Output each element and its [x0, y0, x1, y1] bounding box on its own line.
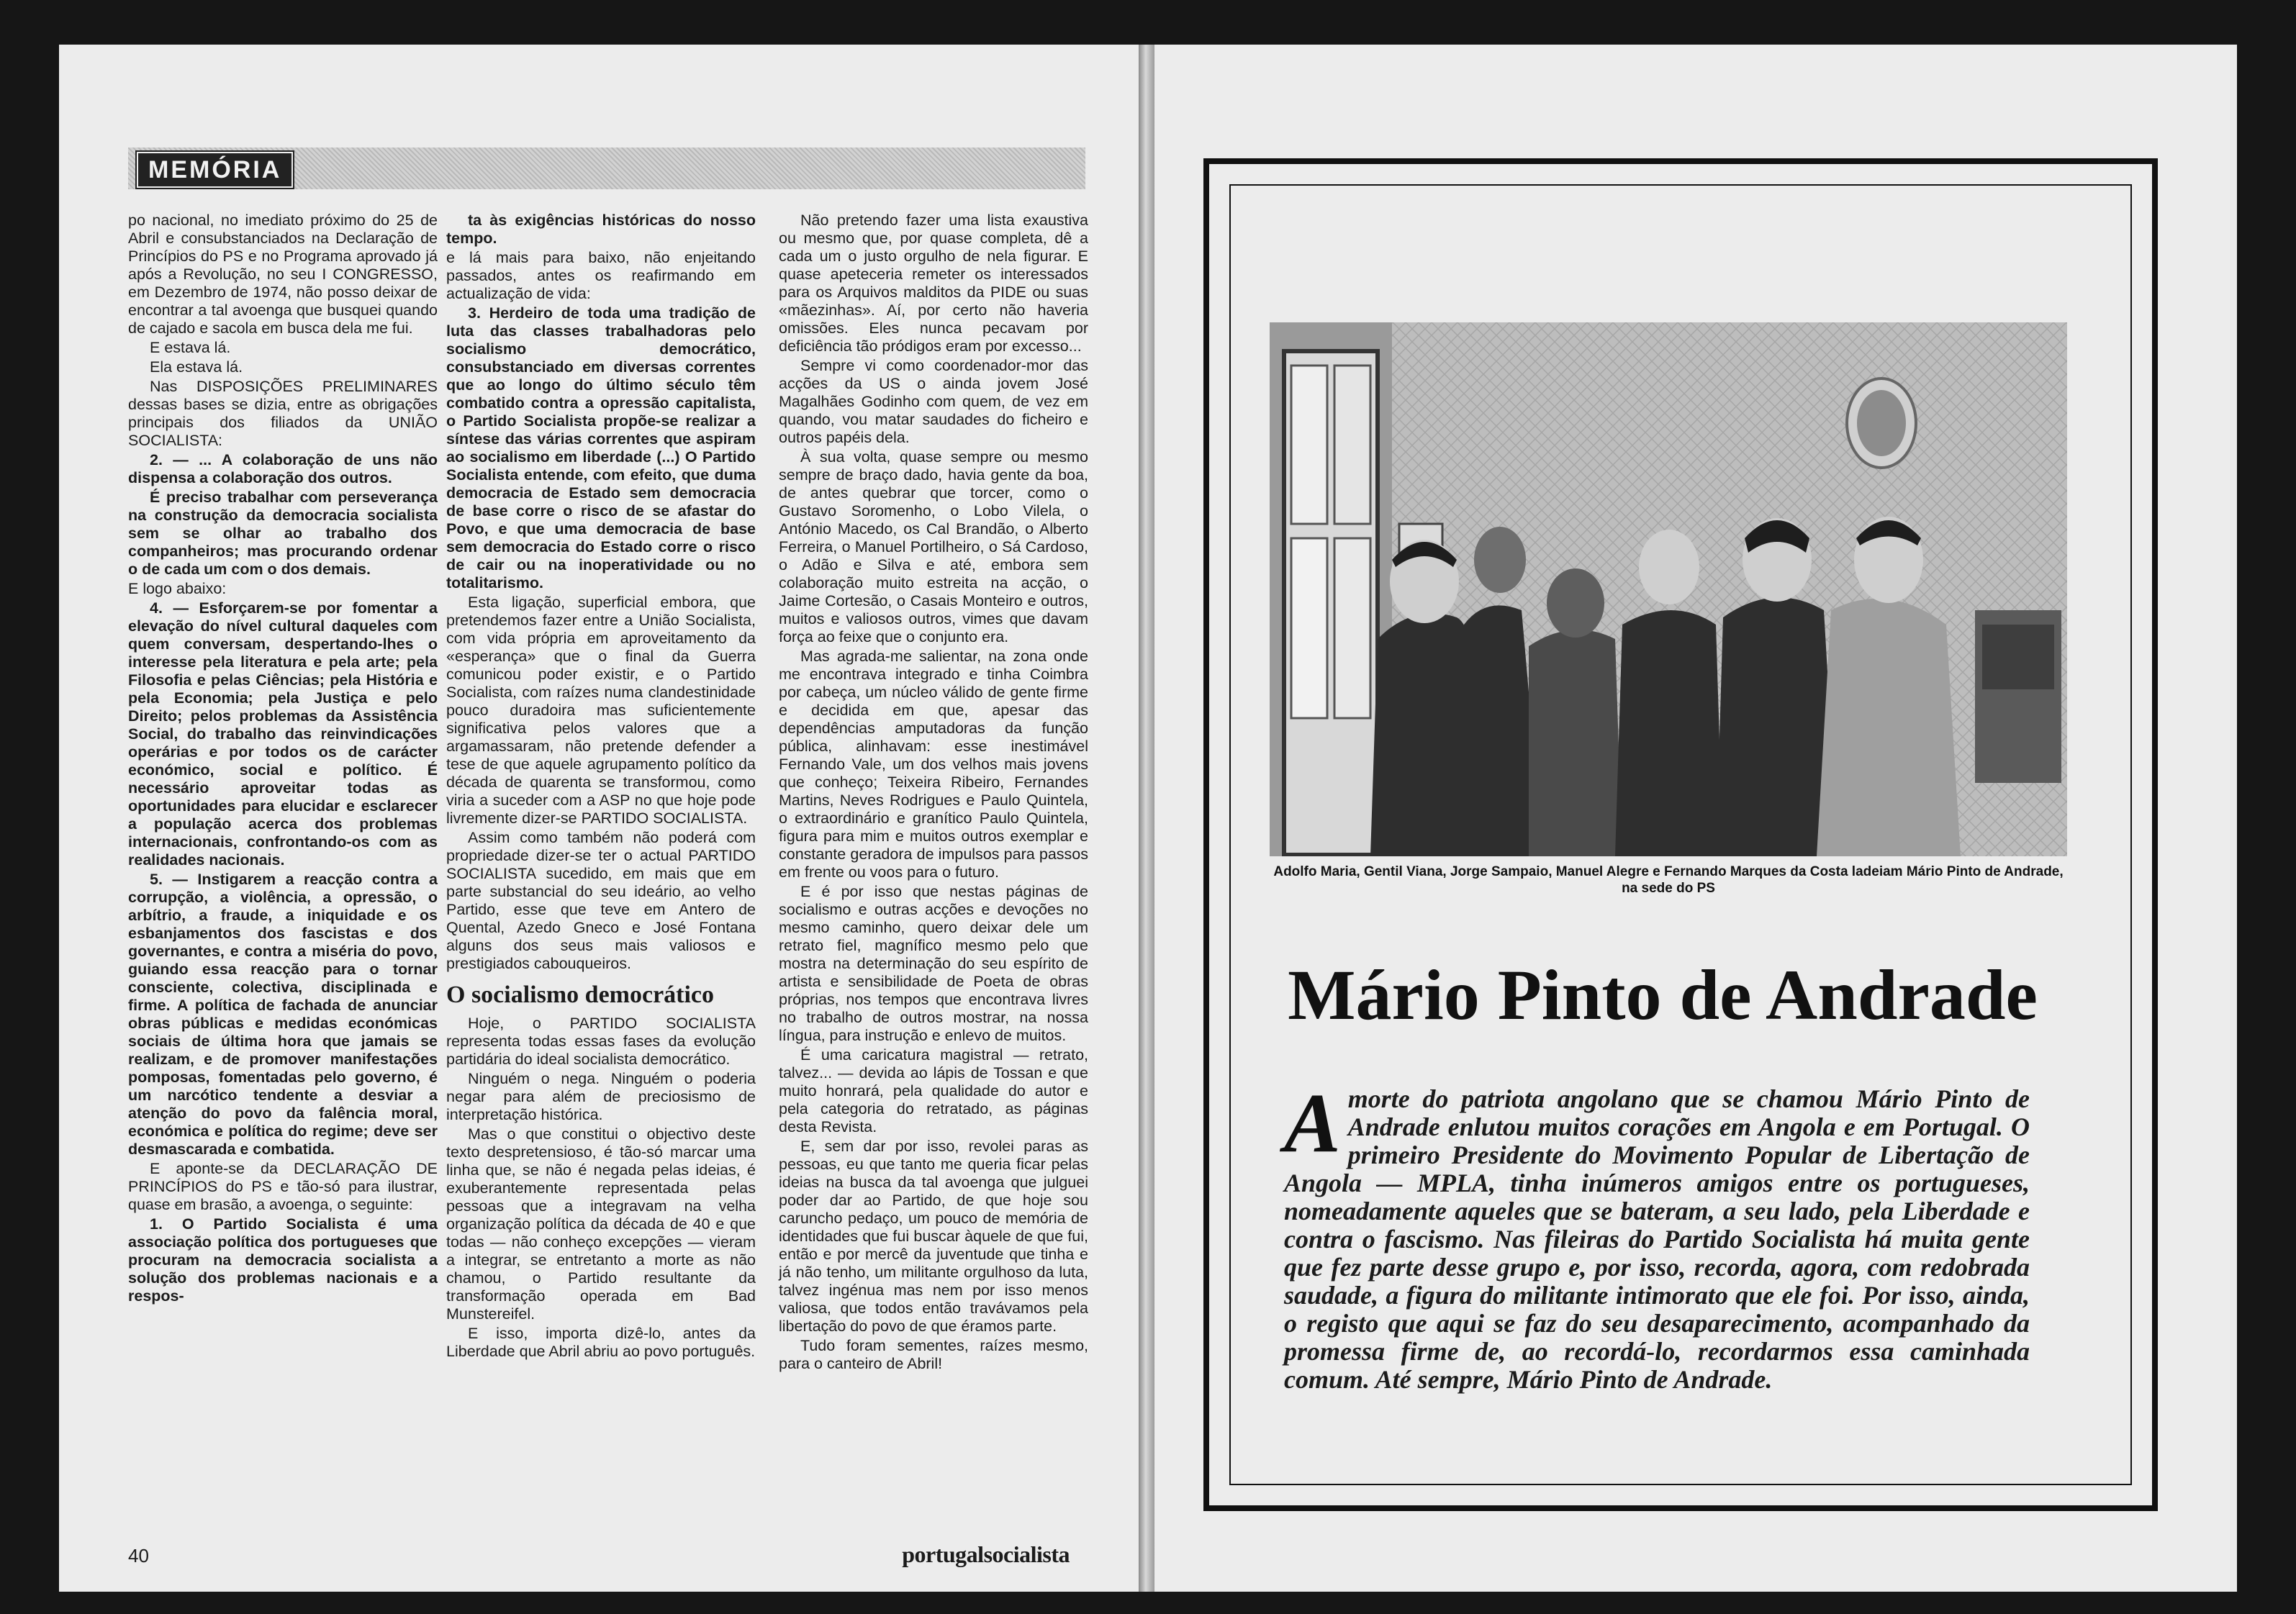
paragraph: 1. O Partido Socialista é uma associação política dos portugueses que procuram na democracia socialista a solução dos problemas nacionais e a respos-: [128, 1215, 438, 1305]
intro-text: morte do patriota angolano que se chamou Mário Pinto de Andrade enlutou muitos corações em Angola e em Portugal. O primeiro Presidente do Movimento Popular de Libertação de Angola — MPLA, tinha inúmeros amigos entre os portugueses, nomeadamente aqueles que se bateram, a seu lado, pela Liberdade e contra o fascismo. Nas fileiras do Partido Socialista há muita gente que fez parte desse grupo e, por isso, recorda, agora, com redobrada saudade, a figura do militante intimorato que ele foi. Por isso, ainda, o registo que aqui se faz do seu desaparecimento, acompanhado da promessa firme de, ao recordá-lo, recordarmos essa caminhada comum. Até sempre, Mário Pinto de Andrade.: [1284, 1084, 2030, 1394]
paragraph: E é por isso que nestas páginas de socialismo e outras acções e devoções no mesmo caminho, quero deixar dele um retrato fiel, magnífico mesmo pelo que mostra na determinação do seu espírito de artista e sensibilidade de Poeta de obras próprias, nos tempos que encontrava livres no trabalho de outros mostrar, na nossa língua, para instrução e enlevo de muitos.: [779, 883, 1088, 1044]
group-photo: [1270, 322, 2067, 856]
paragraph: Nas DISPOSIÇÕES PRELIMINARES dessas bases se dizia, entre as obrigações principais dos filiados da UNIÃO SOCIALISTA:: [128, 378, 438, 449]
paragraph: 3. Herdeiro de toda uma tradição de luta das classes trabalhadoras pelo socialismo democrático, consubstanciado em diversas correntes que ao longo do último século têm combatido contra a opressão capitalista, o Partido Socialista propõe-se realizar a síntese das várias correntes que aspiram ao socialismo em liberdade (...) O Partido Socialista entende, com efeito, que duma democracia de Estado sem democracia de base corre o risco de se afastar do Povo, e que uma democracia de base sem democracia do Estado corre o risco de cair ou na inoperatividade ou no totalitarismo.: [446, 304, 756, 591]
article-title: Mário Pinto de Andrade: [1288, 955, 2038, 1035]
paragraph: E logo abaixo:: [128, 580, 227, 597]
paragraph: Tudo foram sementes, raízes mesmo, para o canteiro de Abril!: [779, 1337, 1088, 1372]
paragraph: À sua volta, quase sempre ou mesmo sempre de braço dado, havia gente da boa, de antes quebrar que torcer, como o Gustavo Soromenho, o Lobo Vilela, o António Macedo, os Cal Brandão, o Alberto Ferreira, o Manuel Portilheiro, o Sá Cardoso, o Adão e Silva e até, embora sem colaboração muito estreita na acção, o Jaime Cortesão, o Casais Monteiro e outros, muitos e valiosos outros, vimes que davam força ao feixe que o conjunto era.: [779, 448, 1088, 645]
paragraph: É uma caricatura magistral — retrato, talvez... — devida ao lápis de Tossan e que muito honrará, pela qualidade do autor e pela categoria do retratado, as páginas desta Revista.: [779, 1046, 1088, 1135]
article-subheading: O socialismo democrático: [446, 981, 715, 1008]
paragraph: E, sem dar por isso, revolei paras as pessoas, eu que tanto me queria ficar pelas ideias na busca da tal avoenga que julguei poder dar ao Partido, de que hoje sou caruncho pedaço, um pouco de memória de identidades que fui buscar àquele de que fui, então e por mercê da juventude que tinha e já não tenho, um militante orgulhoso da luta, talvez ingénua mas nem por isso menos valiosa, que todos então travávamos pela libertação do povo de que éramos parte.: [779, 1138, 1088, 1335]
paragraph: 4. — Esforçarem-se por fomentar a elevação do nível cultural daqueles com quem conversam, despertando-lhes o interesse pela literatura e pela arte; pela Filosofia e pelas Ciências; pela História e pela Economia; pela Justiça e pelo Direito; pelos problemas da Assistência Social, do trabalho das reinvindicações operárias e por todos os de carácter económico, social e político. É necessário aproveitar todas as oportunidades para elucidar e esclarecer a população acerca dos problemas internacionais, confrontando-os com as realidades nacionais.: [128, 599, 438, 869]
paragraph: ta às exigências históricas do nosso tempo.: [446, 212, 756, 247]
right-page: [1154, 45, 2237, 1592]
photo-caption: Adolfo Maria, Gentil Viana, Jorge Sampaio, Manuel Alegre e Fernando Marques da Costa ladeiam Mário Pinto de Andrade, na sede do PS: [1273, 864, 2064, 896]
paragraph: É preciso trabalhar com perseverança na construção da democracia socialista sem se olhar ao trabalho dos companheiros; mas procurando ordenar o de cada um com o dos demais.: [128, 489, 438, 578]
paragraph: Mas o que constitui o objectivo deste texto despretensioso, é tão-só marcar uma linha que, se não é negada pelas ideias, é exuberantemente representada pelas pessoas que a integravam na velha organização política da década de 40 e que todas — não conheço excepções — vieram a integrar, se entretanto a morte as não chamou, o Partido resultante da transformação operada em Bad Munstereifel.: [446, 1125, 756, 1323]
magazine-name: portugalsocialista: [902, 1541, 1070, 1567]
paragraph: E estava lá.: [150, 339, 231, 356]
paragraph: Mas agrada-me salientar, na zona onde me encontrava integrado e tinha Coimbra por cabeça, um núcleo válido de gente firme e decidida em que, apesar das dependências amputadoras da função pública, alinhavam: esse inestimável Fernando Vale, um dos velhos mais jovens que conheço; Teixeira Ribeiro, Fernandes Martins, Neves Rodrigues e Paulo Quintela, o extraordinário e granítico Paulo Quintela, figura para mim e muitos outros exemplar e constante geradora de impulsos para passos em frente ou voos para o futuro.: [779, 648, 1088, 881]
article-column-3: [779, 212, 1088, 1374]
paragraph: po nacional, no imediato próximo do 25 de Abril e consubstanciados na Declaração de Princípios do PS e no Programa aprovado já após a Revolução, no seu I CONGRESSO, em Dezembro de 1974, não posso deixar de encontrar a tal avoenga que busquei quando de cajado e sacola em busca dela me fui.: [128, 212, 438, 337]
paragraph: E aponte-se da DECLARAÇÃO DE PRINCÍPIOS do PS e tão-só para ilustrar, quase em brasão, a avoenga, o seguinte:: [128, 1160, 438, 1213]
article-column-2: [446, 212, 756, 1362]
paragraph: Ninguém o nega. Ninguém o poderia negar para além de preciosismo de interpretação histórica.: [446, 1070, 756, 1123]
page-number: 40: [128, 1545, 149, 1567]
section-label: MEMÓRIA: [137, 152, 293, 188]
drop-cap: A: [1284, 1076, 1341, 1170]
article-intro: [1284, 1076, 2030, 1394]
paragraph: Esta ligação, superficial embora, que pretendemos fazer entre a União Socialista, com vida própria em aproveitamento da «esperança» que o final da Guerra comunicou poder existir, e o Partido Socialista, com raízes numa clandestinidade pouco duradoira mas suficientemente significativa pelos valores que a argamassaram, não pretende defender a tese de que aquele agrupamento político da década de quarenta se transformou, como viria a suceder com a ASP no que hoje pode livremente dizer-se PARTIDO SOCIALISTA.: [446, 594, 756, 827]
left-page: [59, 45, 1139, 1592]
section-header-bar: [128, 148, 1085, 189]
paragraph: 5. — Instigarem a reacção contra a corrupção, a violência, a opressão, o arbítrio, a fraude, a iniquidade e os esbanjamentos dos fascistas e dos governantes, e contra a miséria do povo, guiando essa reacção para o tornar consciente, colectiva, disciplinada e firme. A política de fachada de anunciar obras públicas e medidas económicas sociais de última hora que jamais se realizam, e de promover manifestações pomposas, fomentadas pelo governo, é um narcótico tendente a desviar a atenção do povo da falência moral, económica e política do regime; deve ser desmascarada e combatida.: [128, 871, 438, 1158]
article-frame: [1203, 158, 2158, 1511]
article-column-1: [128, 212, 438, 1307]
paragraph: 2. — ... A colaboração de uns não dispensa a colaboração dos outros.: [128, 451, 438, 486]
page-spine: [1139, 45, 1154, 1592]
paragraph: Sempre vi como coordenador-mor das acções da US o ainda jovem José Magalhães Godinho com quem, de vez em quando, vou matar saudades do ficheiro e outros papéis dela.: [779, 357, 1088, 446]
paragraph: Hoje, o PARTIDO SOCIALISTA representa todas essas fases da evolução partidária do ideal socialista democrático.: [446, 1015, 756, 1068]
paragraph: Assim como também não poderá com propriedade dizer-se ter o actual PARTIDO SOCIALISTA sucedido, em mais que em parte substancial do seu ideário, ao velho Partido, esse que teve em Antero de Quental, Azedo Gneco e José Fontana alguns dos seus mais valiosos e prestigiados cabouqueiros.: [446, 829, 756, 972]
paragraph: Não pretendo fazer uma lista exaustiva ou mesmo que, por quase completa, dê a cada um o justo orgulho de nela figurar. E quase apeteceria remeter os interessados para os Arquivos malditos da PIDE ou suas «mãezinhas». Aí, por certo não haveria omissões. Eles nunca pecavam por deficiência tão pródigos eram por excesso...: [779, 212, 1088, 355]
paragraph: Ela estava lá.: [150, 358, 243, 376]
paragraph: E isso, importa dizê-lo, antes da Liberdade que Abril abriu ao povo português.: [446, 1325, 756, 1360]
paragraph: e lá mais para baixo, não enjeitando passados, antes os reafirmando em actualização de vida:: [446, 249, 756, 302]
